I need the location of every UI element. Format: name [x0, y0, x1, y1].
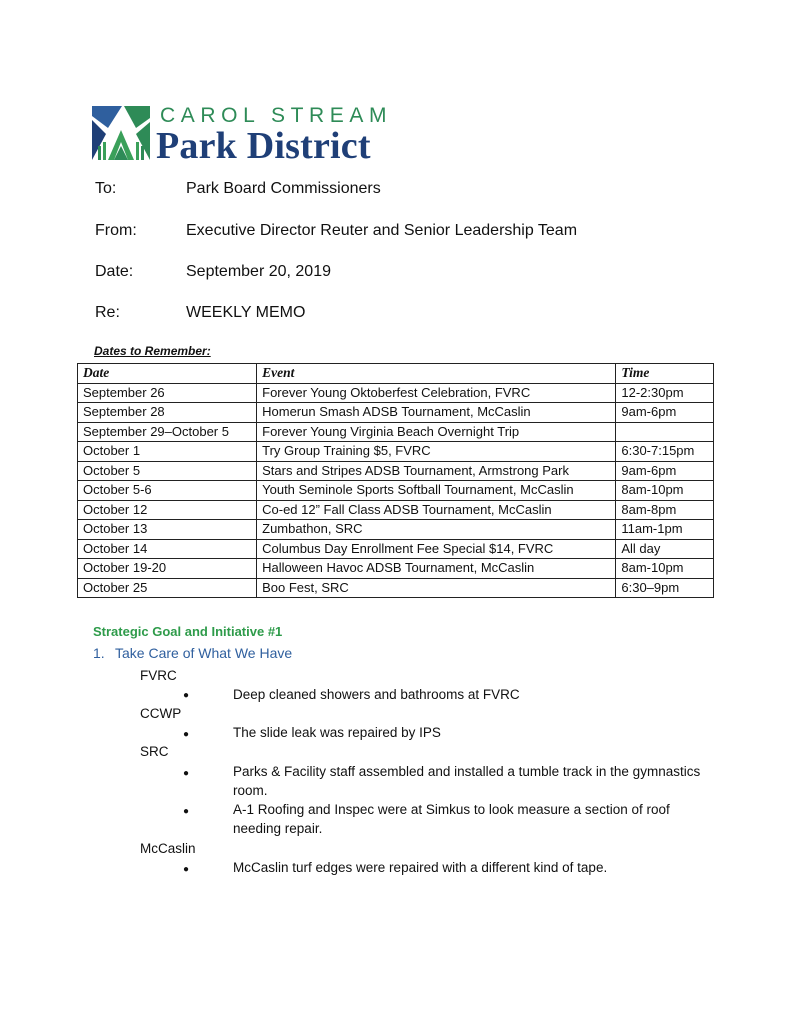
- event-cell: Youth Seminole Sports Softball Tournament, McCaslin: [257, 481, 616, 501]
- time-cell: 9am-6pm: [616, 403, 714, 423]
- date-cell: October 13: [78, 520, 257, 540]
- event-cell: Forever Young Oktoberfest Celebration, FVRC: [257, 383, 616, 403]
- event-cell: Halloween Havoc ADSB Tournament, McCaslin: [257, 559, 616, 579]
- park-district-logo-icon: [92, 106, 150, 160]
- logo-top-text: CAROL STREAM: [160, 104, 393, 127]
- table-row: [78, 422, 714, 442]
- time-cell: 6:30–9pm: [616, 578, 714, 598]
- time-cell: All day: [616, 539, 714, 559]
- table-row: [78, 500, 714, 520]
- to-label: To:: [95, 180, 117, 197]
- list-item: A-1 Roofing and Inspec were at Simkus to look measure a section of roof needing repair.: [233, 802, 670, 836]
- time-cell: 8am-10pm: [616, 481, 714, 501]
- event-cell: Forever Young Virginia Beach Overnight Trip: [257, 422, 616, 442]
- bullet-icon: ●: [183, 729, 190, 740]
- bullet-icon: ●: [183, 864, 190, 875]
- time-column-header: Time: [616, 364, 714, 384]
- table-row: [78, 520, 714, 540]
- event-cell: Columbus Day Enrollment Fee Special $14, FVRC: [257, 539, 616, 559]
- date-column-header: Date: [78, 364, 257, 384]
- strategic-goal-heading: Strategic Goal and Initiative #1: [93, 624, 283, 639]
- date-cell: October 19-20: [78, 559, 257, 579]
- re-value: WEEKLY MEMO: [186, 304, 306, 321]
- date-cell: October 1: [78, 442, 257, 462]
- date-cell: October 25: [78, 578, 257, 598]
- event-cell: Try Group Training $5, FVRC: [257, 442, 616, 462]
- events-table: [77, 363, 714, 598]
- facility-label: FVRC: [140, 668, 177, 683]
- initiative-text: Take Care of What We Have: [115, 645, 293, 661]
- date-cell: September 28: [78, 403, 257, 423]
- table-row: [78, 383, 714, 403]
- event-cell: Co-ed 12” Fall Class ADSB Tournament, McCaslin: [257, 500, 616, 520]
- table-row: [78, 539, 714, 559]
- facility-label: SRC: [140, 744, 169, 759]
- list-item: Parks & Facility staff assembled and installed a tumble track in the gymnastics room.: [233, 764, 701, 798]
- from-value: Executive Director Reuter and Senior Leadership Team: [186, 222, 578, 239]
- date-label: Date:: [95, 263, 134, 280]
- table-row: [78, 442, 714, 462]
- date-cell: October 5-6: [78, 481, 257, 501]
- events-table-header: [78, 364, 714, 384]
- table-row: [78, 578, 714, 598]
- date-cell: October 5: [78, 461, 257, 481]
- event-cell: Boo Fest, SRC: [257, 578, 616, 598]
- table-row: [78, 403, 714, 423]
- initiative-number: 1.: [93, 645, 105, 661]
- time-cell: 8am-8pm: [616, 500, 714, 520]
- facility-label: CCWP: [140, 706, 182, 721]
- date-value: September 20, 2019: [186, 263, 331, 280]
- bullet-icon: ●: [183, 806, 190, 817]
- time-cell: 11am-1pm: [616, 520, 714, 540]
- to-value: Park Board Commissioners: [186, 180, 381, 197]
- table-row: [78, 461, 714, 481]
- list-item: Deep cleaned showers and bathrooms at FVRC: [233, 687, 520, 702]
- re-label: Re:: [95, 304, 120, 321]
- facility-label: McCaslin: [140, 841, 196, 856]
- table-row: [78, 559, 714, 579]
- time-cell: 9am-6pm: [616, 461, 714, 481]
- date-cell: October 12: [78, 500, 257, 520]
- dates-to-remember-heading: Dates to Remember:: [94, 344, 211, 358]
- date-cell: September 26: [78, 383, 257, 403]
- event-column-header: Event: [257, 364, 616, 384]
- date-cell: October 14: [78, 539, 257, 559]
- bullet-icon: ●: [183, 690, 190, 701]
- time-cell: 8am-10pm: [616, 559, 714, 579]
- event-cell: Stars and Stripes ADSB Tournament, Armstrong Park: [257, 461, 616, 481]
- logo-main-text: Park District: [156, 125, 371, 167]
- date-cell: September 29–October 5: [78, 422, 257, 442]
- time-cell: 12-2:30pm: [616, 383, 714, 403]
- list-item: McCaslin turf edges were repaired with a different kind of tape.: [233, 860, 608, 875]
- event-cell: Homerun Smash ADSB Tournament, McCaslin: [257, 403, 616, 423]
- from-label: From:: [95, 222, 137, 239]
- time-cell: [616, 422, 714, 442]
- bullet-icon: ●: [183, 768, 190, 779]
- time-cell: 6:30-7:15pm: [616, 442, 714, 462]
- list-item: The slide leak was repaired by IPS: [233, 725, 441, 740]
- park-district-logo: [92, 104, 412, 167]
- table-row: [78, 481, 714, 501]
- event-cell: Zumbathon, SRC: [257, 520, 616, 540]
